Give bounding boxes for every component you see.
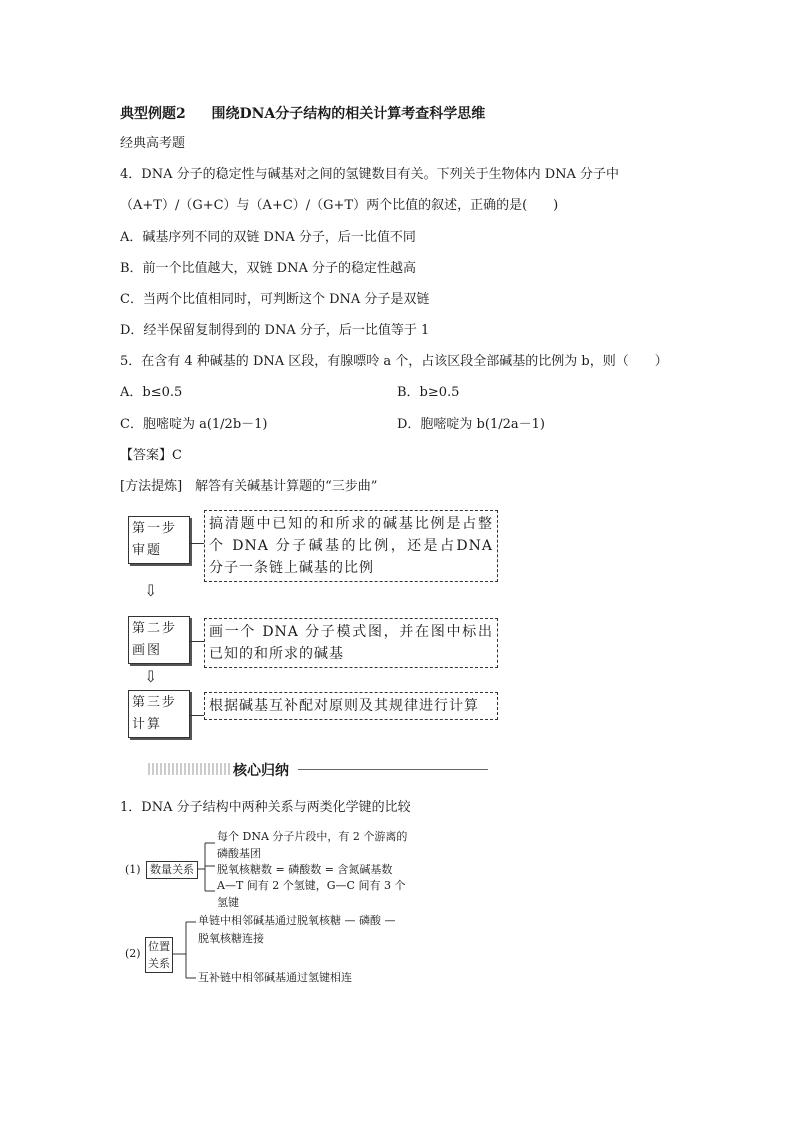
step3-connector: [190, 715, 204, 716]
q5-option-d: D．胞嘧啶为 b(1/2a－1): [397, 417, 545, 432]
relation1-line1: 每个 DNA 分子片段中，有 2 个游离的: [217, 830, 408, 843]
relation2-label: [145, 937, 173, 973]
step2-desc: 画一个 DNA 分子模式图，并在图中标出已知的和所求的碱基: [204, 618, 498, 668]
example-label: 典型例题2: [120, 106, 186, 122]
arrow-down-icon: ⇩: [144, 667, 158, 686]
relation2-label-line1: 位置: [148, 940, 170, 953]
core-banner-decoration: [148, 763, 230, 775]
q4-option-c: C．当两个比值相同时，可判断这个 DNA 分子是双链: [120, 292, 430, 307]
step3-label-line1: 第三步: [132, 695, 178, 710]
step1-connector: [190, 543, 204, 544]
relation2-label-line2: 关系: [148, 957, 170, 970]
q4-option-a: A．碱基序列不同的双链 DNA 分子，后一比值不同: [120, 230, 416, 245]
relation1-line2: 磷酸基团: [217, 847, 261, 860]
relation1-line4: A—T 间有 2 个氢键，G—C 间有 3 个: [217, 879, 406, 892]
section-heading: [120, 103, 485, 123]
step2-label-line1: 第二步: [132, 621, 178, 636]
relation2-bracket: [172, 916, 198, 986]
step2-label-line2: 画图: [132, 643, 163, 658]
relation2-number: (2): [125, 947, 141, 960]
method-title: [方法提炼] 解答有关碱基计算题的“三步曲”: [120, 479, 378, 494]
relation1-line5: 氢键: [217, 896, 239, 909]
core-banner-rule: [298, 769, 488, 770]
relation2-line3: 互补链中相邻碱基通过氢键相连: [198, 971, 352, 984]
q4-stem-line1: 4．DNA 分子的稳定性与碱基对之间的氢键数目有关。下列关于生物体内 DNA 分子中: [120, 167, 620, 182]
subtitle: 经典高考题: [120, 136, 186, 151]
q5-option-c: C．胞嘧啶为 a(1/2b－1): [120, 417, 268, 432]
answer: 【答案】C: [120, 448, 182, 463]
step3-label: [128, 690, 190, 738]
relation1-line3: 脱氧核糖数 = 磷酸数 = 含氮碱基数: [217, 863, 393, 876]
step2-label: [128, 616, 190, 664]
step3-label-line2: 计算: [132, 717, 163, 732]
step3-desc: 根据碱基互补配对原则及其规律进行计算: [204, 692, 498, 720]
step1-label-line1: 第一步: [132, 521, 178, 536]
q4-stem-line2: （A+T）/（G+C）与（A+C）/（G+T）两个比值的叙述，正确的是( ): [120, 198, 559, 213]
relation1-bracket: [198, 835, 218, 897]
relation1-number: (1): [125, 863, 141, 876]
arrow-down-icon: ⇩: [144, 581, 158, 600]
core-item-1: 1．DNA 分子结构中两种关系与两类化学键的比较: [120, 800, 411, 815]
relation2-line1: 单链中相邻碱基通过脱氧核糖 — 磷酸 —: [198, 914, 396, 927]
relation2-line2: 脱氧核糖连接: [198, 932, 264, 945]
section-title: 围绕DNA分子结构的相关计算考查科学思维: [211, 106, 486, 122]
step1-label-line2: 审题: [132, 543, 163, 558]
core-title: 核心归纳: [233, 763, 289, 779]
relation1-label: 数量关系: [146, 861, 198, 879]
step1-label: [128, 516, 190, 564]
step2-connector: [190, 641, 204, 642]
q5-option-a: A．b≤0.5: [120, 385, 183, 400]
q5-stem: 5．在含有 4 种碱基的 DNA 区段，有腺嘌呤 a 个，占该区段全部碱基的比例为 b，则（ ）: [120, 354, 668, 369]
q4-option-b: B．前一个比值越大，双链 DNA 分子的稳定性越高: [120, 261, 417, 276]
q4-option-d: D．经半保留复制得到的 DNA 分子，后一比值等于 1: [120, 323, 430, 338]
step1-desc: 搞清题中已知的和所求的碱基比例是占整个 DNA 分子碱基的比例，还是占DNA 分子一条链上碱基的比例: [204, 510, 498, 582]
q5-option-b: B．b≥0.5: [397, 385, 460, 400]
